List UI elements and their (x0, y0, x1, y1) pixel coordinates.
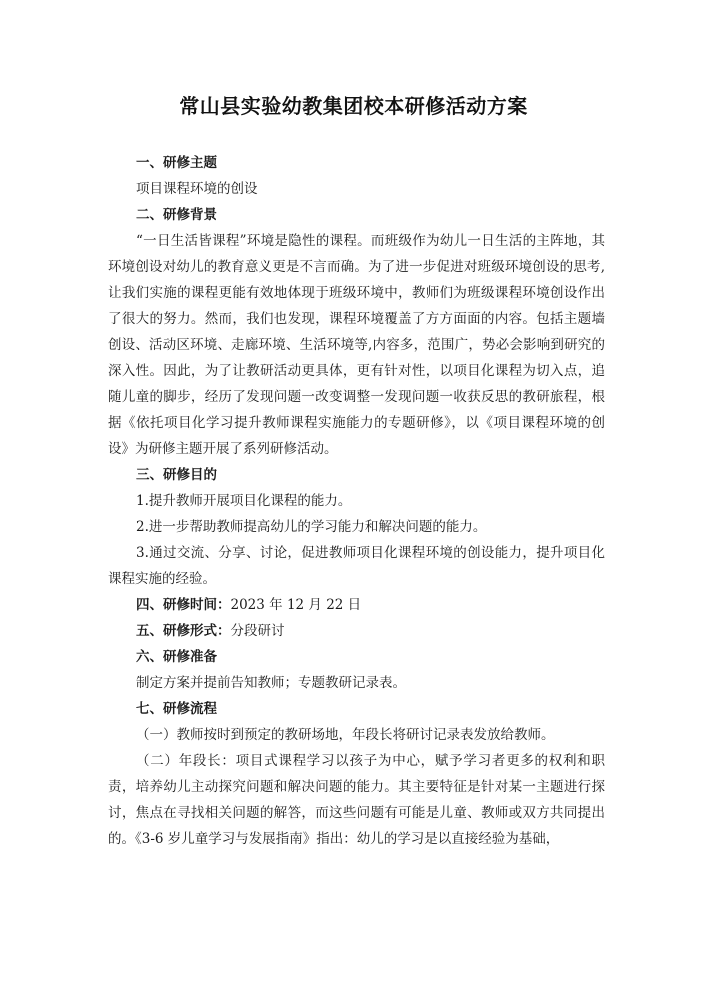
document-title: 常山县实验幼教集团校本研修活动方案 (179, 94, 528, 118)
process-step: （二）年段长：项目式课程学习以孩子为中心，赋予学习者更多的权利和职责，培养幼儿主动探究问题和解决问题的能力。其主要特征是针对某一主题进行探讨，焦点在寻找相关问题的解答，而这些问题有可能是儿童、教师或双方共同提出的。《3-6 岁儿童学习与发展指南》指出：幼儿的学习是以直接经验为基础， (108, 753, 605, 847)
purpose-item: 2.进一步帮助教师提高幼儿的学习能力和解决问题的能力。 (136, 519, 487, 535)
section-text-preparation: 制定方案并提前告知教师；专题教研记录表。 (136, 675, 406, 691)
section-heading-background: 二、研修背景 (136, 207, 217, 223)
section-heading-time: 四、研修时间： (136, 597, 231, 613)
section-heading-purpose: 三、研修目的 (136, 467, 217, 483)
section-heading-format: 五、研修形式： (136, 623, 231, 639)
section-heading-process: 七、研修流程 (136, 701, 217, 717)
process-step: （一）教师按时到预定的教研场地，年段长将研讨记录表发放给教师。 (136, 727, 555, 743)
section-heading-theme: 一、研修主题 (136, 155, 217, 171)
section-text-format: 分段研讨 (230, 623, 285, 639)
section-text-theme: 项目课程环境的创设 (136, 181, 258, 197)
purpose-item: 1.提升教师开展项目化课程的能力。 (136, 493, 352, 509)
section-time (108, 592, 605, 618)
section-text-time: 2023 年 12 月 22 日 (230, 597, 362, 613)
document-body (108, 150, 605, 852)
purpose-item: 3.通过交流、分享、讨论，促进教师项目化课程环境的创设能力，提升项目化课程实施的经验。 (108, 545, 605, 587)
section-heading-preparation: 六、研修准备 (136, 649, 217, 665)
section-text-background: “一日生活皆课程”环境是隐性的课程。而班级作为幼儿一日生活的主阵地，其环境创设对幼儿的教育意义更是不言而确。为了进一步促进对班级环境创设的思考,让我们实施的课程更能有效地体现于班级环境中，教师们为班级课程环境创设作出了很大的努力。然而，我们也发现，课程环境覆盖了方方面面的内容。包括主题墙创设、活动区环境、走廊环境、生活环境等,内容多，范围广，势必会影响到研究的深入性。因此，为了让教研活动更具体，更有针对性，以项目化课程为切入点，追随儿童的脚步，经历了发现问题一改变调整一发现问题一收获反思的教研旅程，根据《依托项目化学习提升教师课程实施能力的专题研修》，以《项目课程环境的创设》为研修主题开展了系列研修活动。 (108, 233, 605, 457)
section-format (108, 618, 605, 644)
